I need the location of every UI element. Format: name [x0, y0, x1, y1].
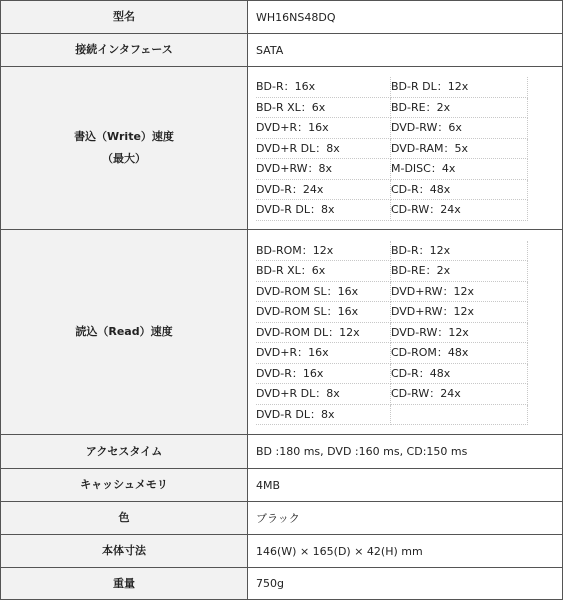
speed-item: CD-RW：24x — [391, 384, 528, 405]
value-weight: 750g — [248, 568, 563, 600]
speed-item: DVD+R：16x — [256, 118, 391, 139]
label-access-time: アクセスタイム — [1, 435, 248, 469]
label-size: 本体寸法 — [1, 535, 248, 568]
speed-item: DVD+RW：8x — [256, 159, 391, 180]
speed-item: DVD-RW：12x — [391, 323, 528, 344]
row-write-speed — [1, 67, 563, 230]
speed-item: DVD-RW：6x — [391, 118, 528, 139]
label-read-speed: 読込（Read）速度 — [1, 230, 248, 435]
speed-item: CD-ROM：48x — [391, 343, 528, 364]
speed-item: DVD+R DL：8x — [256, 384, 391, 405]
speed-item: BD-R DL：12x — [391, 77, 528, 98]
value-cache: 4MB — [248, 469, 563, 502]
label-write-line2: （最大） — [102, 152, 146, 165]
row-color — [1, 502, 563, 535]
value-interface: SATA — [248, 34, 563, 67]
speed-item: DVD-R：24x — [256, 180, 391, 201]
speed-item: BD-R XL：6x — [256, 261, 391, 282]
label-model: 型名 — [1, 1, 248, 34]
speed-item: M-DISC：4x — [391, 159, 528, 180]
label-weight: 重量 — [1, 568, 248, 600]
label-interface: 接続インタフェース — [1, 34, 248, 67]
speed-item: BD-RE：2x — [391, 261, 528, 282]
speed-item: DVD+RW：12x — [391, 302, 528, 323]
row-access-time — [1, 435, 563, 469]
speed-item: DVD-ROM SL：16x — [256, 282, 391, 303]
speed-item: BD-RE：2x — [391, 98, 528, 119]
speed-item: DVD+RW：12x — [391, 282, 528, 303]
value-read-speed — [248, 230, 563, 435]
speed-item: BD-R：12x — [391, 241, 528, 262]
speed-item: BD-R XL：6x — [256, 98, 391, 119]
label-write-line1: 書込（Write）速度 — [74, 130, 174, 143]
speed-item — [391, 405, 528, 426]
row-size — [1, 535, 563, 568]
label-color: 色 — [1, 502, 248, 535]
speed-item: BD-ROM：12x — [256, 241, 391, 262]
speed-item: CD-R：48x — [391, 180, 528, 201]
write-speed-grid — [256, 77, 562, 221]
value-size: 146(W) × 165(D) × 42(H) mm — [248, 535, 563, 568]
speed-item: CD-R：48x — [391, 364, 528, 385]
speed-item: DVD+R：16x — [256, 343, 391, 364]
value-model: WH16NS48DQ — [248, 1, 563, 34]
speed-item: BD-R：16x — [256, 77, 391, 98]
speed-item: DVD-R DL：8x — [256, 405, 391, 426]
speed-item: DVD+R DL：8x — [256, 139, 391, 160]
speed-item: DVD-RAM：5x — [391, 139, 528, 160]
row-model — [1, 1, 563, 34]
value-access-time: BD :180 ms, DVD :160 ms, CD:150 ms — [248, 435, 563, 469]
value-color: ブラック — [248, 502, 563, 535]
speed-item: DVD-ROM DL：12x — [256, 323, 391, 344]
speed-item: DVD-ROM SL：16x — [256, 302, 391, 323]
speed-item: DVD-R DL：8x — [256, 200, 391, 221]
value-write-speed — [248, 67, 563, 230]
row-read-speed — [1, 230, 563, 435]
label-write-speed — [1, 67, 248, 230]
label-cache: キャッシュメモリ — [1, 469, 248, 502]
read-speed-grid — [256, 241, 562, 426]
row-cache — [1, 469, 563, 502]
row-weight — [1, 568, 563, 600]
speed-item: DVD-R：16x — [256, 364, 391, 385]
speed-item: CD-RW：24x — [391, 200, 528, 221]
row-interface — [1, 34, 563, 67]
